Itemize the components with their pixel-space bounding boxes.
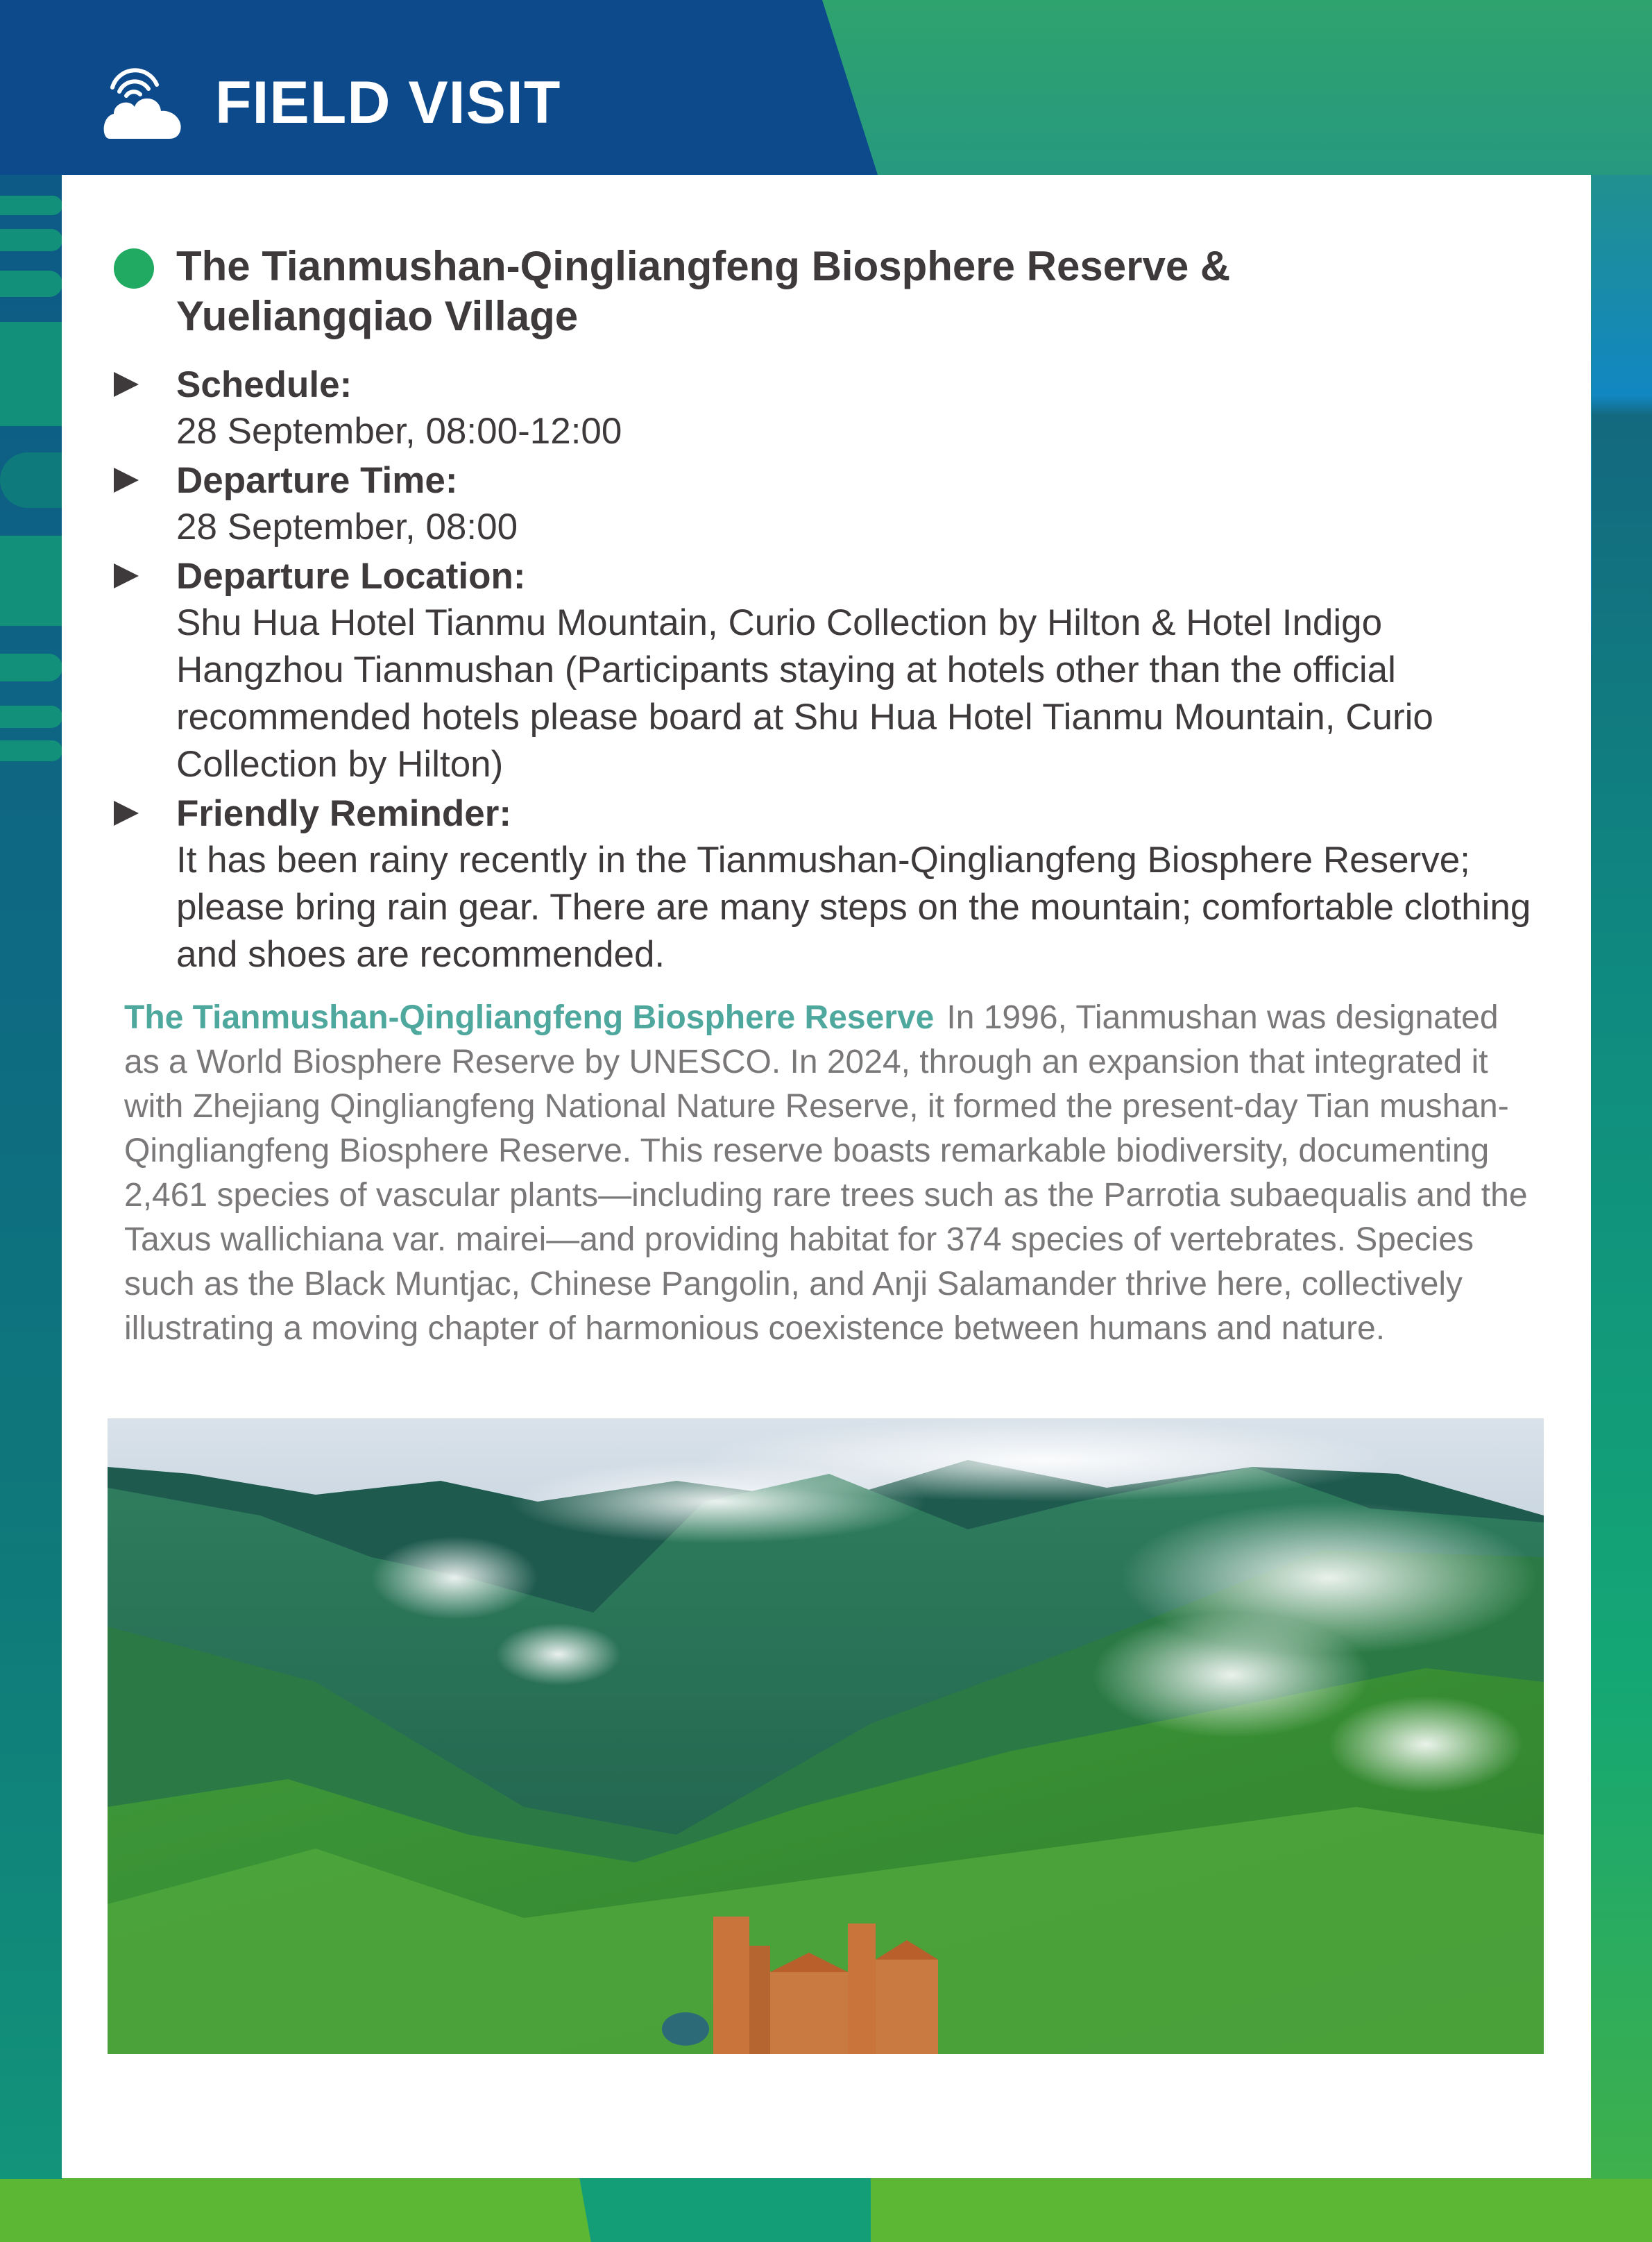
info-label: Departure Location: — [176, 556, 526, 597]
triangle-bullet-icon — [114, 372, 139, 397]
description-highlight: The Tianmushan-Qingliangfeng Biosphere Reserve — [124, 999, 935, 1036]
info-value: It has been rainy recently in the Tianmushan-Qingliangfeng Biosphere Reserve; please bring rain gear. There are many steps on the mountain; comfortable clothing and shoes are recommended. — [176, 840, 1531, 975]
info-item-departure-location — [114, 554, 1536, 788]
reserve-description — [124, 996, 1533, 1351]
info-item-departure-time — [114, 458, 1536, 551]
content-card — [62, 175, 1591, 2178]
mountain-landscape-photo — [108, 1418, 1544, 2054]
page-title: FIELD VISIT — [215, 69, 561, 136]
triangle-bullet-icon — [114, 801, 139, 826]
right-decor-strip — [1592, 175, 1652, 2180]
left-decor-strip — [0, 175, 62, 2187]
landscape-image — [108, 1418, 1544, 2054]
info-label: Friendly Reminder: — [176, 793, 511, 834]
info-item-friendly-reminder — [114, 791, 1536, 978]
bullet-dot-icon — [114, 248, 154, 289]
info-label: Schedule: — [176, 364, 352, 405]
bottom-teal-shape — [579, 2177, 871, 2242]
info-item-schedule — [114, 362, 1536, 455]
triangle-bullet-icon — [114, 563, 139, 588]
info-value: 28 September, 08:00-12:00 — [176, 411, 622, 452]
info-value: Shu Hua Hotel Tianmu Mountain, Curio Collection by Hilton & Hotel Indigo Hangzhou Tianmushan (Participants staying at hotels other than the official recommended hotels please board at Shu Hua Hotel Tianmu Mountain, Curio Collection by Hilton) — [176, 602, 1433, 785]
triangle-bullet-icon — [114, 468, 139, 493]
info-list — [114, 362, 1536, 981]
info-label: Departure Time: — [176, 460, 458, 501]
page-header — [103, 61, 561, 144]
info-value: 28 September, 08:00 — [176, 507, 518, 547]
cloud-signal-icon — [103, 64, 185, 142]
section-heading — [114, 241, 1501, 341]
section-title: The Tianmushan-Qingliangfeng Biosphere Reserve & Yueliangqiao Village — [176, 243, 1231, 339]
description-body: In 1996, Tianmushan was designated as a World Biosphere Reserve by UNESCO. In 2024, through an expansion that integrated it with Zhejiang Qingliangfeng National Nature Reserve, it formed the present-day Tian mushan-Qingliangfeng Biosphere Reserve. This reserve boasts remarkable biodiversity, documenting 2,461 species of vascular plants—including rare trees such as the Parrotia subaequalis and the Taxus wallichiana var. mairei—and providing habitat for 374 species of vertebrates. Species such as the Black Muntjac, Chinese Pangolin, and Anji Salamander thrive here, collectively illustrating a moving chapter of harmonious coexistence between humans and nature. — [124, 999, 1528, 1347]
